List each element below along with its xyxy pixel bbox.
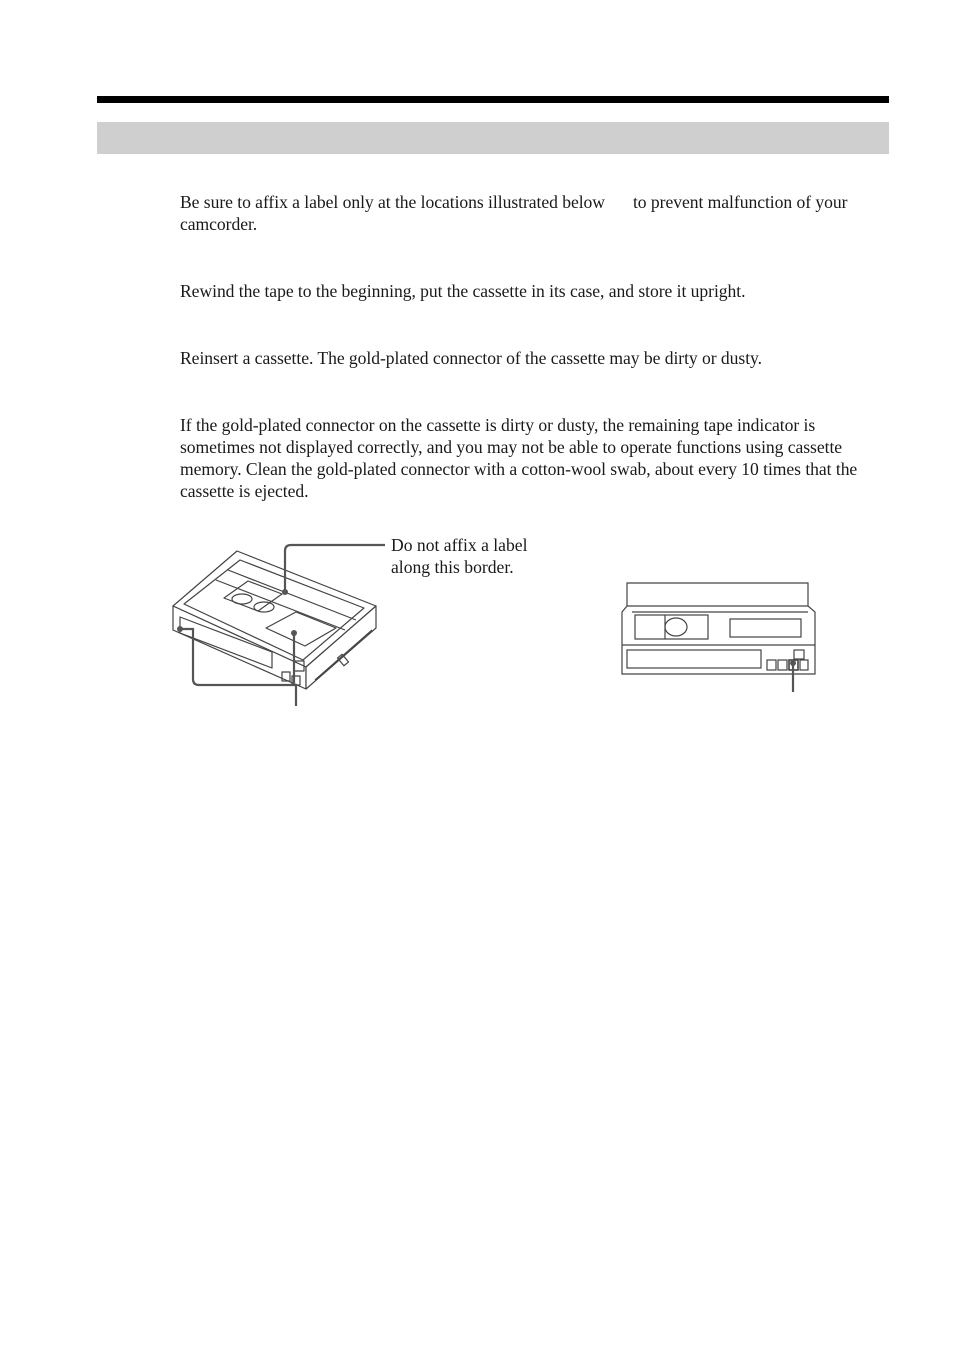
cassette-back-illustration	[622, 583, 815, 674]
storage-paragraph: Rewind the tape to the beginning, put the cassette in its case, and store it upright.	[180, 281, 746, 301]
callout-line-1: Do not affix a label	[391, 535, 528, 555]
label-caution-text-end: to prevent malfunction of your camcorder.	[180, 192, 848, 234]
callout-line-2: along this border.	[391, 557, 514, 577]
label-caution-text-start: Be sure to affix a label only at the locations illustrated below	[180, 192, 605, 212]
reinsert-paragraph: Reinsert a cassette. The gold-plated connector of the cassette may be dirty or dusty.	[180, 348, 763, 368]
cassette-perspective-illustration	[173, 551, 376, 689]
connector-leader	[790, 660, 796, 692]
connector-paragraph: If the gold-plated connector on the cassette is dirty or dusty, the remaining tape indicator is sometimes not displayed correctly, and you may not be able to operate functions using cassette memory. Clean the gold-plated connector with a cotton-wool swab, about every 10 times that the cassette is ejected.	[180, 415, 858, 501]
